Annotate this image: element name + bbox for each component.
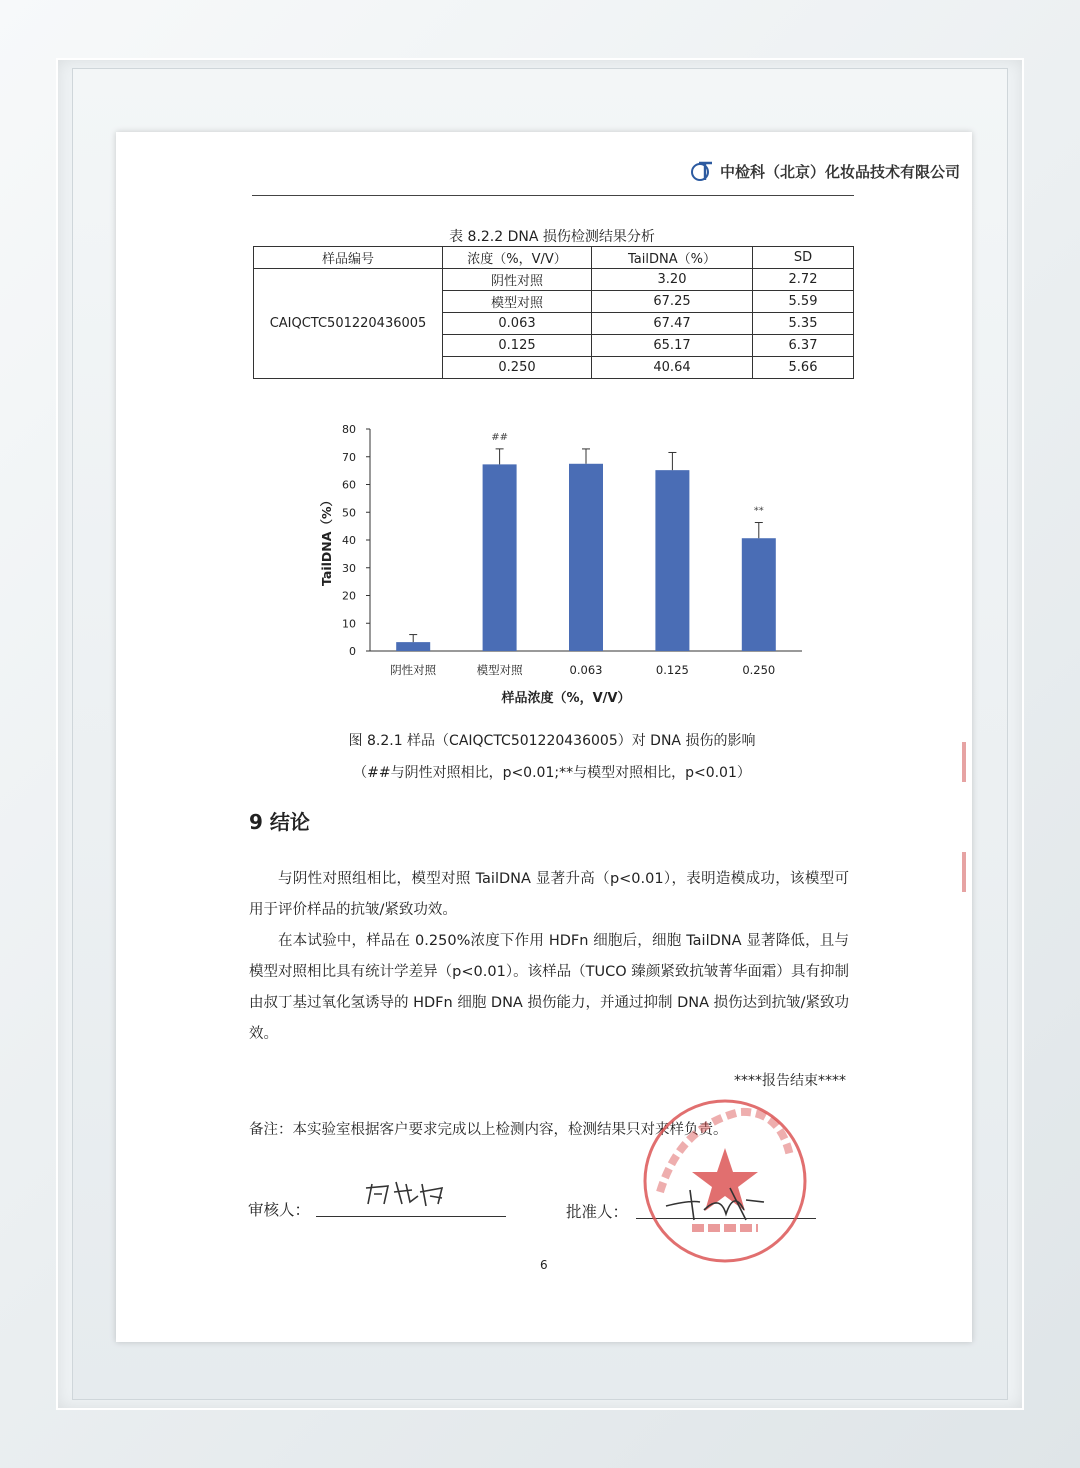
stamp-edge-mark [962, 852, 966, 892]
significance-mark: ** [753, 505, 764, 517]
conc-cell: 阴性对照 [443, 269, 592, 291]
sd-cell: 6.37 [753, 335, 854, 357]
tail-cell: 40.64 [592, 357, 753, 379]
header-cell: TailDNA（%） [592, 247, 753, 269]
header-cell: SD [753, 247, 854, 269]
y-tick-label: 70 [342, 450, 356, 464]
sd-cell: 5.59 [753, 291, 854, 313]
y-tick-label: 10 [342, 617, 356, 631]
results-table [253, 246, 854, 379]
y-tick-label: 80 [342, 423, 356, 436]
page-header [690, 160, 960, 182]
conclusion-paragraph-1: 与阴性对照组相比，模型对照 TailDNA 显著升高（p<0.01），表明造模成功，该模型可用于评价样品的抗皱/紧致功效。 [249, 871, 849, 918]
table-row [254, 269, 854, 291]
tail-dna-bar-chart [300, 418, 820, 708]
bar-2 [569, 464, 603, 651]
conc-cell: 0.125 [443, 335, 592, 357]
bar-4 [742, 538, 776, 651]
table-header-row [254, 247, 854, 269]
company-name: 中检科（北京）化妆品技术有限公司 [719, 162, 960, 181]
tail-cell: 67.25 [592, 291, 753, 313]
x-tick-label: 0.063 [569, 663, 603, 677]
x-tick-label: 阴性对照 [390, 663, 437, 677]
reviewer-line [316, 1216, 506, 1217]
remark: 备注：本实验室根据客户要求完成以上检测内容，检测结果只对来样负责。 [249, 1122, 728, 1138]
reviewer-label: 审核人： [248, 1201, 311, 1219]
figure-caption: 图 8.2.1 样品（CAIQCTC501220436005）对 DNA 损伤的影响 [348, 733, 756, 749]
y-tick-label: 60 [342, 478, 356, 492]
y-tick-label: 30 [342, 561, 356, 575]
header-rule [252, 195, 854, 196]
bar-1 [483, 464, 517, 651]
sd-cell: 5.35 [753, 313, 854, 335]
x-axis-title: 样品浓度（%，V/V） [501, 691, 631, 706]
conc-cell: 模型对照 [443, 291, 592, 313]
x-tick-label: 0.250 [742, 663, 776, 677]
x-tick-label: 0.125 [655, 663, 689, 677]
conclusion-paragraph-2: 在本试验中，样品在 0.250%浓度下作用 HDFn 细胞后，细胞 TailDNA 显著降低，且与模型对照相比具有统计学差异（p<0.01）。该样品（TUCO 臻颜紧致抗皱菁华面霜）具有抑制由叔丁基过氧化氢诱导的 HDFn 细胞 DNA 损伤能力，并通过抑制 DNA 损伤达到抗皱/紧致功效。 [249, 933, 849, 1042]
header-cell: 样品编号 [254, 247, 443, 269]
figure-note: （##与阴性对照相比，p<0.01;**与模型对照相比，p<0.01） [353, 765, 751, 781]
y-tick-label: 40 [342, 534, 356, 547]
section-heading: 9 结论 [249, 810, 310, 834]
y-tick-label: 20 [342, 589, 356, 603]
y-axis-title: TailDNA（%） [319, 494, 334, 586]
sd-cell: 5.66 [753, 357, 854, 379]
reviewer-signature [362, 1174, 452, 1214]
approver-signature [660, 1180, 780, 1230]
tail-cell: 67.47 [592, 313, 753, 335]
sample-id-cell: CAIQCTC501220436005 [254, 269, 443, 379]
conc-cell: 0.063 [443, 313, 592, 335]
tail-cell: 65.17 [592, 335, 753, 357]
company-logo-icon [690, 160, 714, 182]
page-number: 6 [540, 1258, 548, 1272]
stamp-edge-mark [962, 742, 966, 782]
conc-cell: 0.250 [443, 357, 592, 379]
tail-cell: 3.20 [592, 269, 753, 291]
x-tick-label: 模型对照 [476, 663, 523, 677]
sd-cell: 2.72 [753, 269, 854, 291]
bar-3 [655, 470, 689, 651]
header-cell: 浓度（%，V/V） [443, 247, 592, 269]
bar-0 [396, 642, 430, 651]
table-caption: 表 8.2.2 DNA 损伤检测结果分析 [449, 229, 655, 245]
report-end-mark: ****报告结束**** [734, 1073, 846, 1089]
y-tick-label: 0 [349, 645, 356, 658]
approver-label: 批准人： [566, 1203, 629, 1221]
y-tick-label: 50 [342, 506, 356, 520]
significance-mark: ## [491, 431, 508, 443]
